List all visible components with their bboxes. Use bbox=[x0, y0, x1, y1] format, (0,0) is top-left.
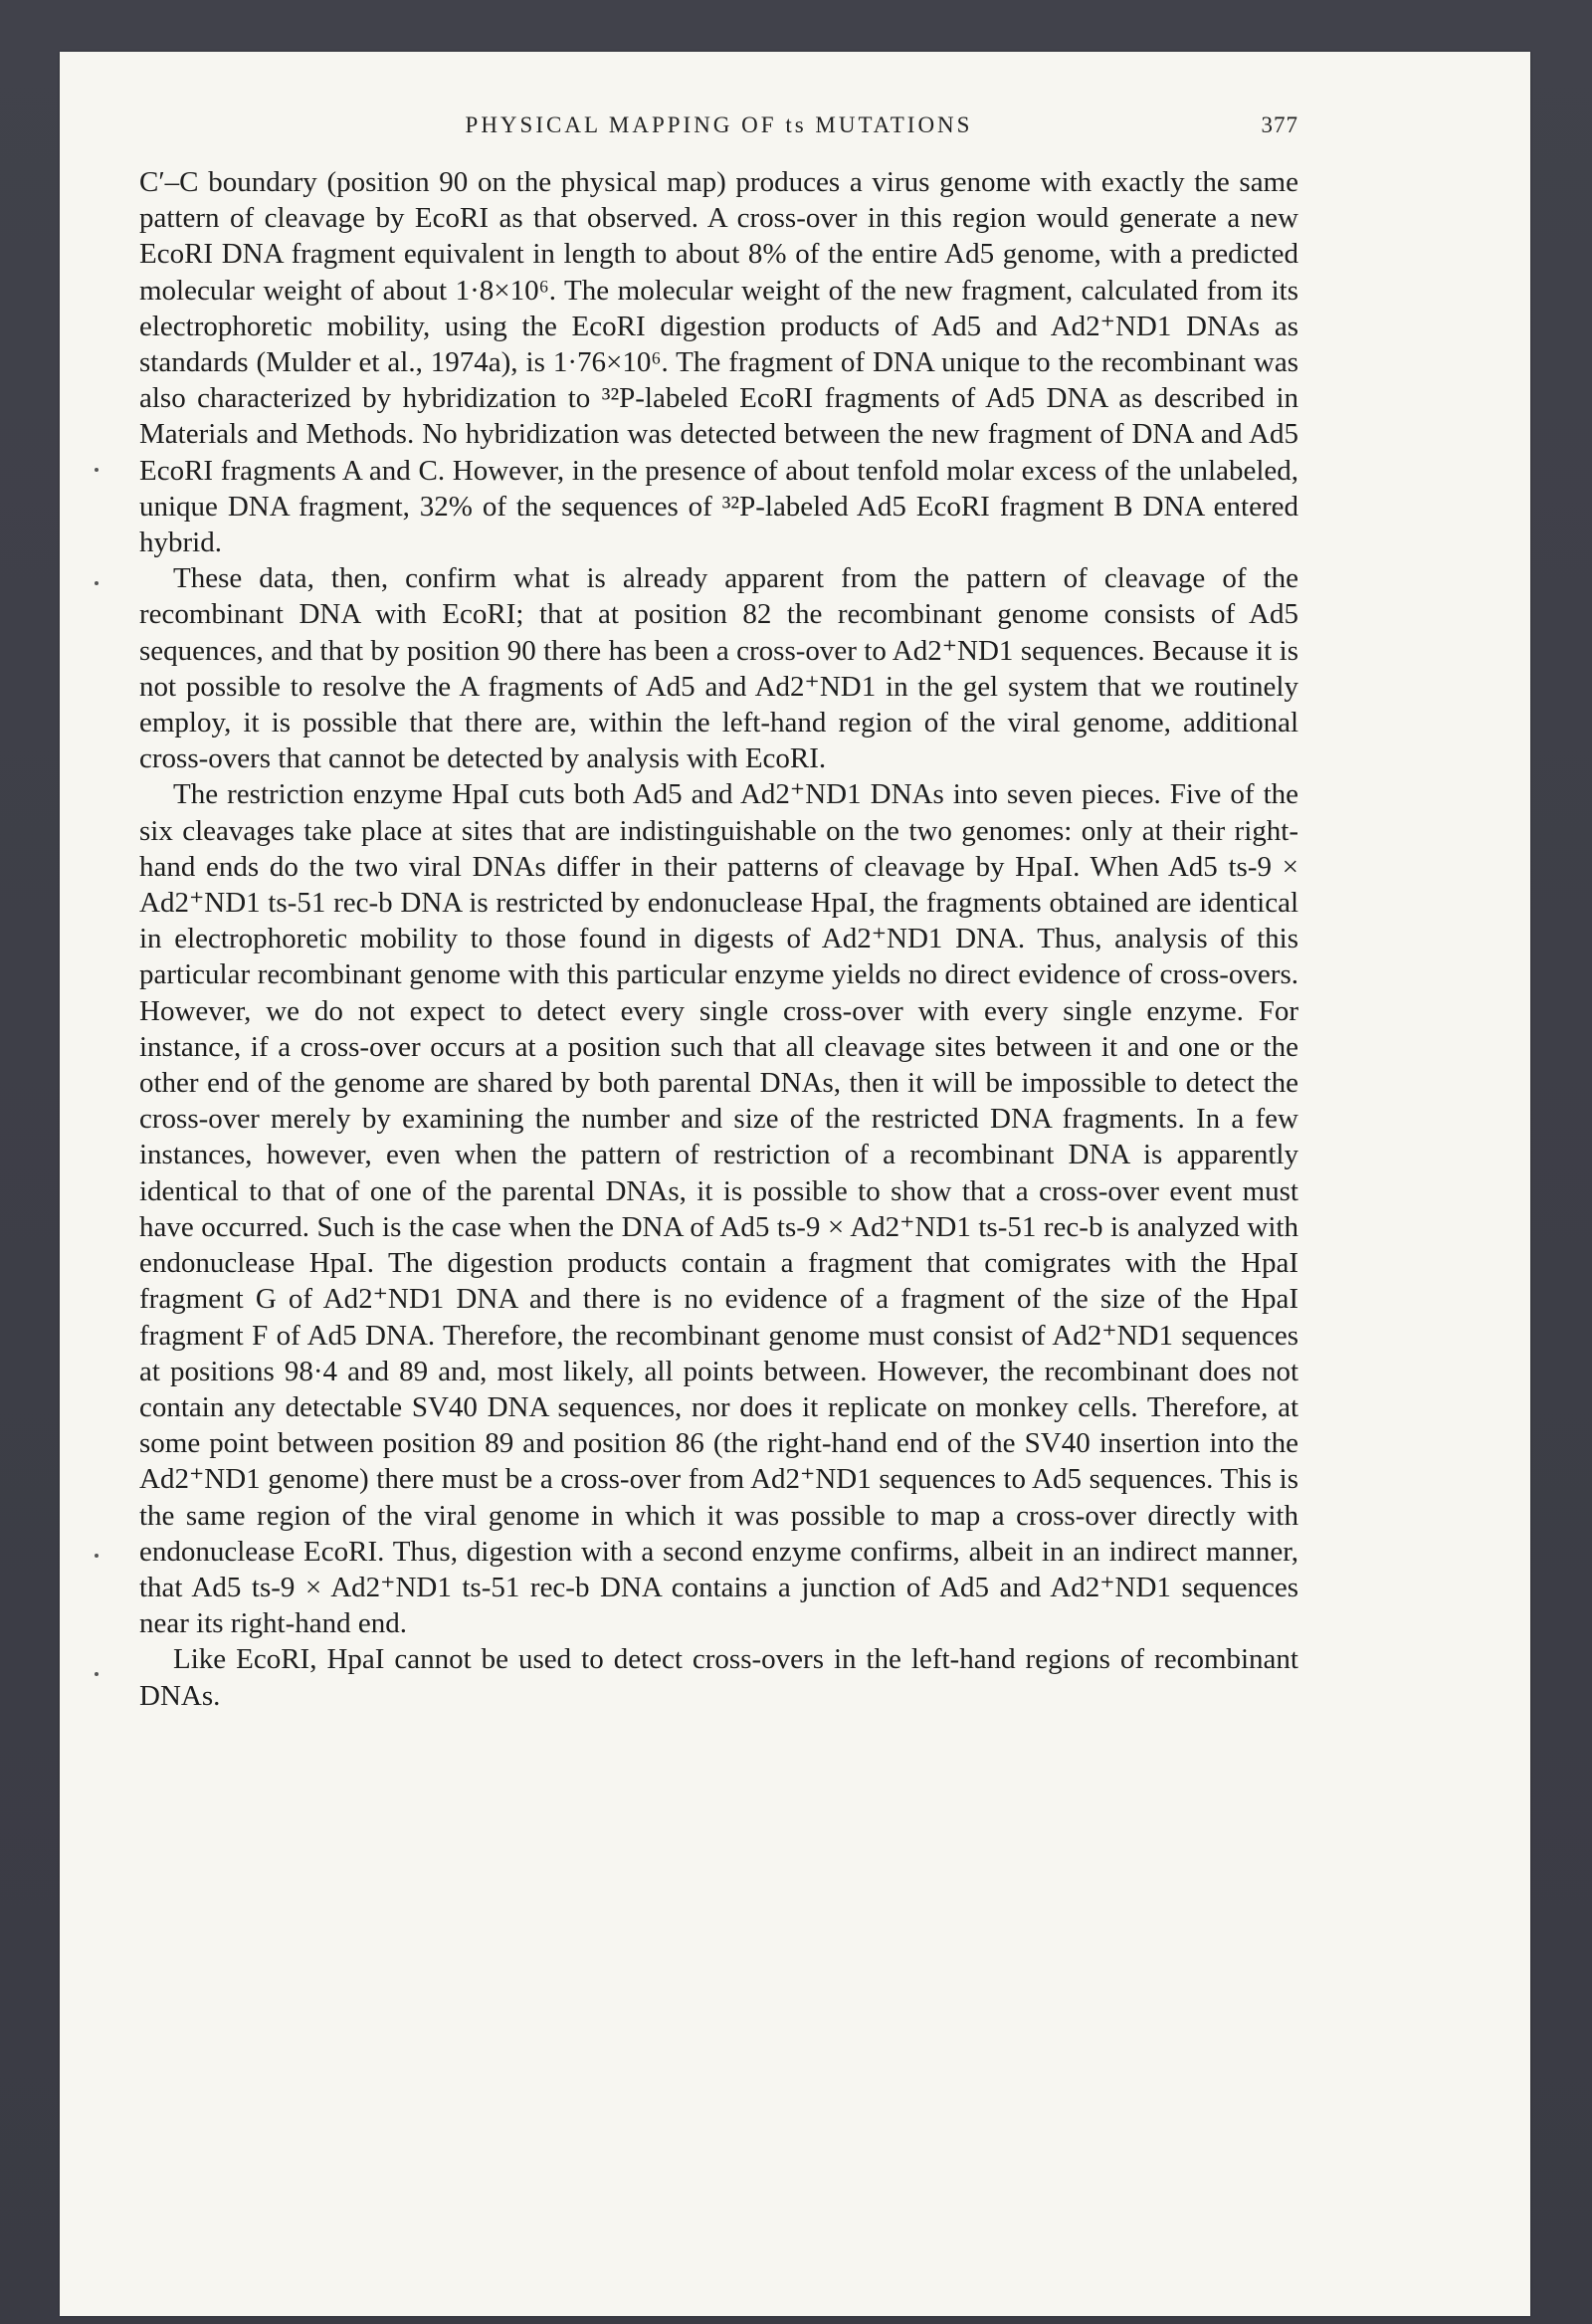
paragraph-4: Like EcoRI, HpaI cannot be used to detect cross-overs in the left-hand regions of recombinant DNAs. bbox=[139, 1643, 1298, 1712]
paragraph-2: These data, then, confirm what is already apparent from the pattern of cleavage of the recombinant DNA with EcoRI; that at position 82 the recombinant genome consists of Ad5 sequences, and that by position 90 there has been a cross-over to Ad2⁺ND1 sequences. Because it is not possible to resolve the A fragments of Ad5 and Ad2⁺ND1 in the gel system that we routinely employ, it is possible that there are, within the left-hand region of the viral genome, additional cross-overs that cannot be detected by analysis with EcoRI. bbox=[139, 562, 1298, 775]
page-number: 377 bbox=[1261, 112, 1298, 137]
body-text bbox=[139, 164, 1298, 1714]
margin-mark bbox=[95, 468, 99, 472]
margin-mark bbox=[95, 1554, 99, 1558]
margin-mark bbox=[95, 581, 99, 585]
paragraph-1: C′–C boundary (position 90 on the physical map) produces a virus genome with exactly the same pattern of cleavage by EcoRI as that observed. A cross-over in this region would generate a new EcoRI DNA fragment equivalent in length to about 8% of the entire Ad5 genome, with a predicted molecular weight of about 1·8×10⁶. The molecular weight of the new fragment, calculated from its electrophoretic mobility, using the EcoRI digestion products of Ad5 and Ad2⁺ND1 DNAs as standards (Mulder et al., 1974a), is 1·76×10⁶. The fragment of DNA unique to the recombinant was also characterized by hybridization to ³²P-labeled EcoRI fragments of Ad5 DNA as described in Materials and Methods. No hybridization was detected between the new fragment of DNA and Ad5 EcoRI fragments A and C. However, in the presence of about tenfold molar excess of the unlabeled, unique DNA fragment, 32% of the sequences of ³²P-labeled Ad5 EcoRI fragment B DNA entered hybrid. bbox=[139, 166, 1298, 559]
margin-mark bbox=[95, 1672, 99, 1676]
running-title: PHYSICAL MAPPING OF ts MUTATIONS bbox=[465, 112, 973, 137]
paragraph-3: The restriction enzyme HpaI cuts both Ad5 and Ad2⁺ND1 DNAs into seven pieces. Five of the six cleavages take place at sites that are indistinguishable on the two genomes: only at their right-hand ends do the two viral DNAs differ in their patterns of cleavage by HpaI. When Ad5 ts-9 × Ad2⁺ND1 ts-51 rec-b DNA is restricted by endonuclease HpaI, the fragments obtained are identical in electrophoretic mobility to those found in digests of Ad2⁺ND1 DNA. Thus, analysis of this particular recombinant genome with this particular enzyme yields no direct evidence of cross-overs. However, we do not expect to detect every single cross-over with every single enzyme. For instance, if a cross-over occurs at a position such that all cleavage sites between it and one or the other end of the genome are shared by both parental DNAs, then it will be impossible to detect the cross-over merely by examining the number and size of the restricted DNA fragments. In a few instances, however, even when the pattern of restriction of a recombinant DNA is apparently identical to that of one of the parental DNAs, it is possible to show that a cross-over event must have occurred. Such is the case when the DNA of Ad5 ts-9 × Ad2⁺ND1 ts-51 rec-b is analyzed with endonuclease HpaI. The digestion products contain a fragment that comigrates with the HpaI fragment G of Ad2⁺ND1 DNA and there is no evidence of a fragment of the size of the HpaI fragment F of Ad5 DNA. Therefore, the recombinant genome must consist of Ad2⁺ND1 sequences at positions 98·4 and 89 and, most likely, all points between. However, the recombinant does not contain any detectable SV40 DNA sequences, nor does it replicate on monkey cells. Therefore, at some point between position 89 and position 86 (the right-hand end of the SV40 insertion into the Ad2⁺ND1 genome) there must be a cross-over from Ad2⁺ND1 sequences to Ad5 sequences. This is the same region of the viral genome in which it was possible to map a cross-over directly with endonuclease EcoRI. Thus, digestion with a second enzyme confirms, albeit in an indirect manner, that Ad5 ts-9 × Ad2⁺ND1 ts-51 rec-b DNA contains a junction of Ad5 and Ad2⁺ND1 sequences near its right-hand end. bbox=[139, 778, 1298, 1640]
